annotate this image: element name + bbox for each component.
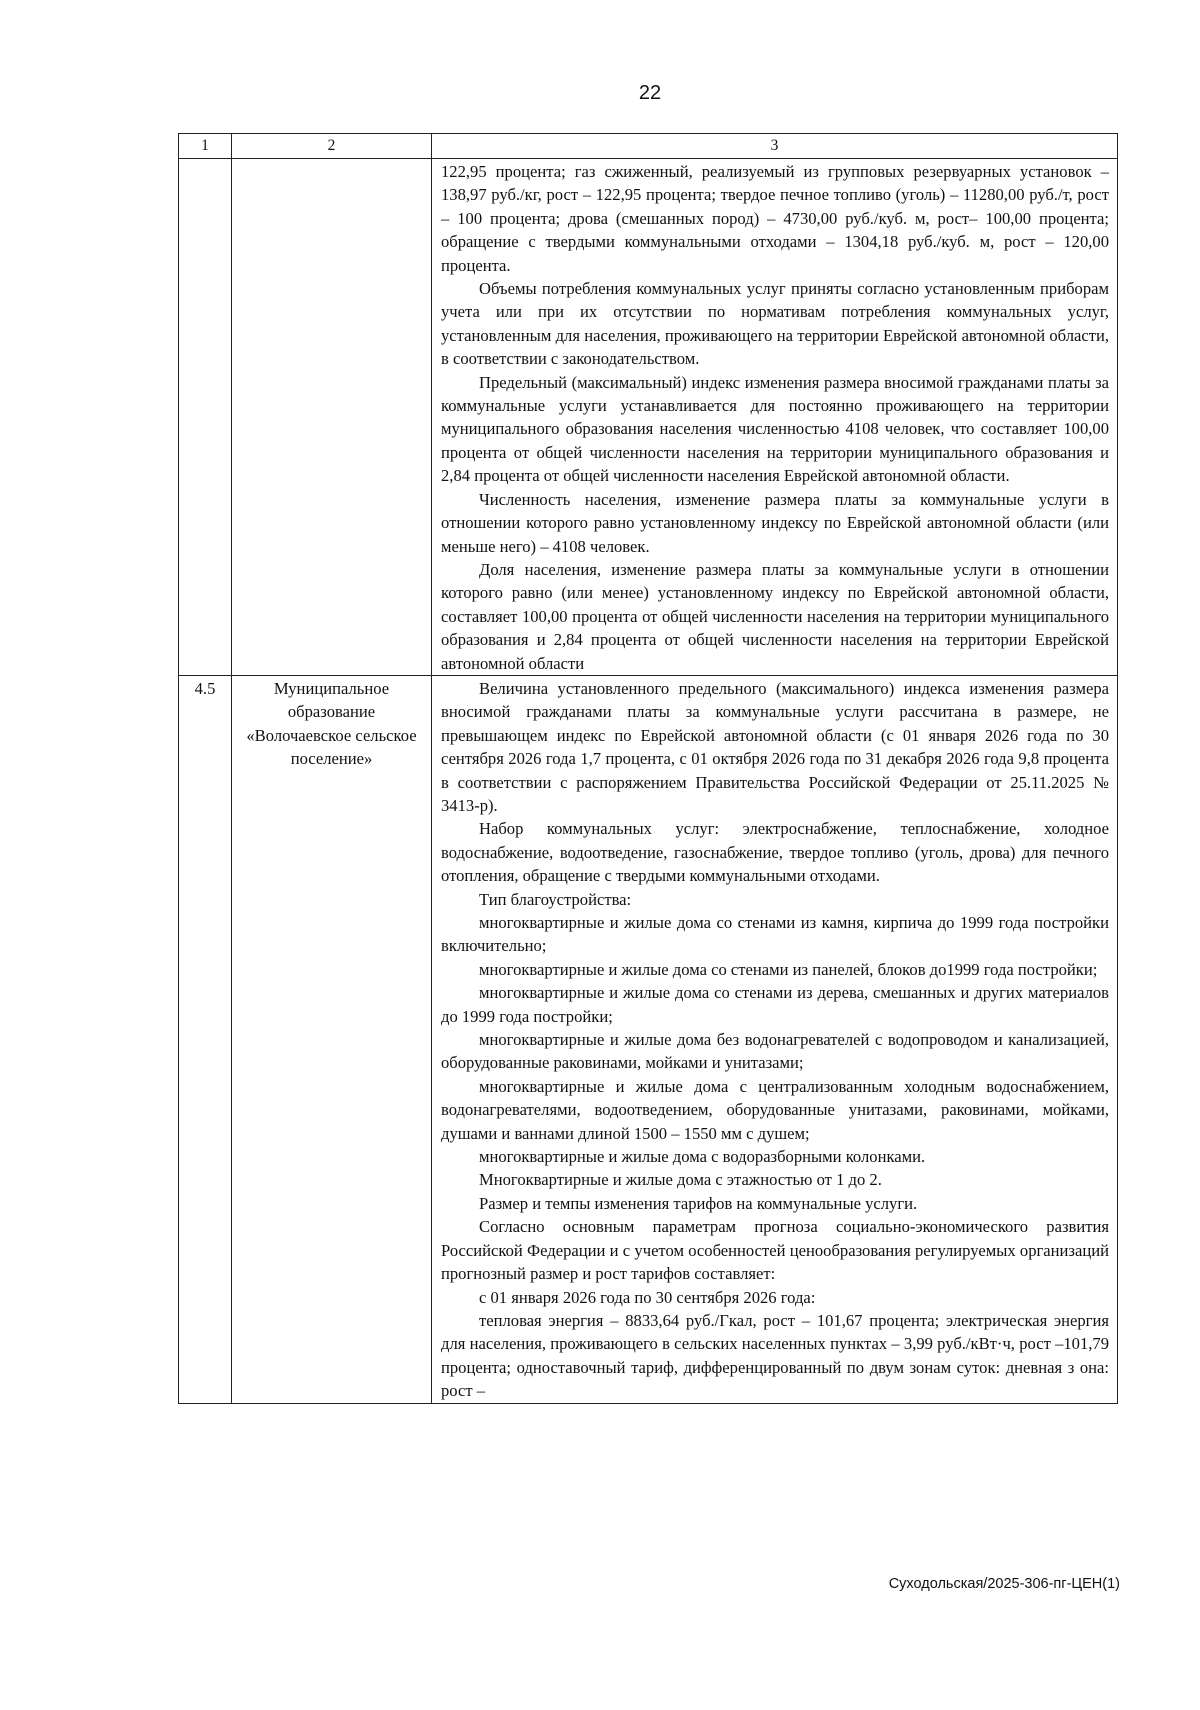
- header-cell-3: 3: [432, 134, 1118, 159]
- paragraph: тепловая энергия – 8833,64 руб./Гкал, рост – 101,67 процента; электрическая энергия для населения, проживающего в сельских населенных пунктах – 3,99 руб./кВт·ч, рост –101,79 процента; одноставочный тариф, дифференцированный по двум зонам суток: дневная з она: рост –: [441, 1310, 1109, 1401]
- paragraph: Согласно основным параметрам прогноза социально-экономического развития Российской Федерации и с учетом особенностей ценообразования регулируемых организаций прогнозный размер и рост тарифов составляет:: [441, 1217, 1109, 1284]
- paragraph: Численность населения, изменение размера платы за коммунальные услуги в отношении которого равно установленному индексу по Еврейской автономной области (или меньше него) – 4108 человек.: [441, 489, 1109, 556]
- document-code-footer: Суходольская/2025-306-пг-ЦЕН(1): [888, 1576, 1120, 1592]
- paragraph: многоквартирные и жилые дома со стенами из дерева, смешанных и других материалов до 1999 года постройки;: [441, 983, 1109, 1026]
- paragraph: Доля населения, изменение размера платы за коммунальные услуги в отношении которого равно (или менее) установленному индексу по Еврейской автономной области, составляет 100,00 процента от общей численности населения на территории муниципального образования и 2,84 процента от общей численности населения на территории Еврейской автономной области: [441, 559, 1109, 673]
- header-cell-1: 1: [179, 134, 232, 159]
- row-number: [179, 159, 232, 676]
- row-number: 4.5: [179, 675, 232, 1403]
- paragraph: Величина установленного предельного (максимального) индекса изменения размера вносимой гражданами платы за коммунальные услуги рассчитана в размере, не превышающем индекс по Еврейской автономной области (с 01 января 2026 года по 30 сентября 2026 года 1,7 процента, с 01 октября 2026 года по 31 декабря 2026 года 9,8 процента в соответствии с распоряжением Правительства Российской Федерации от 25.11.2025 № 3413-р).: [441, 678, 1109, 815]
- table-row: [179, 159, 1118, 676]
- paragraph: Набор коммунальных услуг: электроснабжение, теплоснабжение, холодное водоснабжение, водоотведение, газоснабжение, твердое топливо (уголь, дрова) для печного отопления, обращение с твердыми коммунальными отходами.: [441, 819, 1109, 886]
- municipality-name: [232, 159, 432, 676]
- paragraph: Многоквартирные и жилые дома с этажностью от 1 до 2.: [479, 1170, 882, 1190]
- municipality-name: Муниципальное образование «Волочаевское сельское поселение»: [232, 675, 432, 1403]
- paragraph: Размер и темпы изменения тарифов на коммунальные услуги.: [479, 1193, 918, 1213]
- paragraph: многоквартирные и жилые дома со стенами из панелей, блоков до1999 года постройки;: [479, 959, 1098, 979]
- table-row: [179, 675, 1118, 1403]
- header-cell-2: 2: [232, 134, 432, 159]
- paragraph: 122,95 процента; газ сжиженный, реализуемый из групповых резервуарных установок – 138,97 руб./кг, рост – 122,95 процента; твердое печное топливо (уголь) – 11280,00 руб./т, рост – 100 процента; дрова (смешанных пород) – 4730,00 руб./куб. м, рост– 100,00 процента; обращение с твердыми коммунальными отходами – 1304,18 руб./куб. м, рост – 120,00 процента.: [441, 162, 1109, 275]
- paragraph: с 01 января 2026 года по 30 сентября 2026 года:: [479, 1287, 816, 1307]
- paragraph: многоквартирные и жилые дома с водоразборными колонками.: [479, 1147, 926, 1167]
- paragraph: многоквартирные и жилые дома без водонагревателей с водопроводом и канализацией, оборудованные раковинами, мойками и унитазами;: [441, 1030, 1109, 1073]
- paragraph: Тип благоустройства:: [479, 889, 632, 909]
- paragraph: многоквартирные и жилые дома с централизованным холодным водоснабжением, водонагревателями, водоотведением, оборудованные унитазами, раковинами, мойками, душами и ваннами длиной 1500 – 1550 мм с душем;: [441, 1076, 1109, 1143]
- paragraph: Предельный (максимальный) индекс изменения размера вносимой гражданами платы за коммунальные услуги устанавливается для постоянно проживающего на территории муниципального образования населения численностью 4108 человек, что составляет 100,00 процента от общей численности населения на территории муниципального образования и 2,84 процента от общей численности населения Еврейской автономной области.: [441, 372, 1109, 486]
- paragraph: Объемы потребления коммунальных услуг приняты согласно установленным приборам учета или при их отсутствии по нормативам потребления коммунальных услуг, установленным для населения, проживающего на территории Еврейской автономной области, в соответствии с законодательством.: [441, 279, 1109, 369]
- description-cell: [432, 675, 1118, 1403]
- description-cell: [432, 159, 1118, 676]
- paragraph: многоквартирные и жилые дома со стенами из камня, кирпича до 1999 года постройки включительно;: [441, 913, 1109, 956]
- tariff-table: [178, 133, 1118, 1404]
- table-header-row: [179, 134, 1118, 159]
- page-number: 22: [638, 82, 662, 104]
